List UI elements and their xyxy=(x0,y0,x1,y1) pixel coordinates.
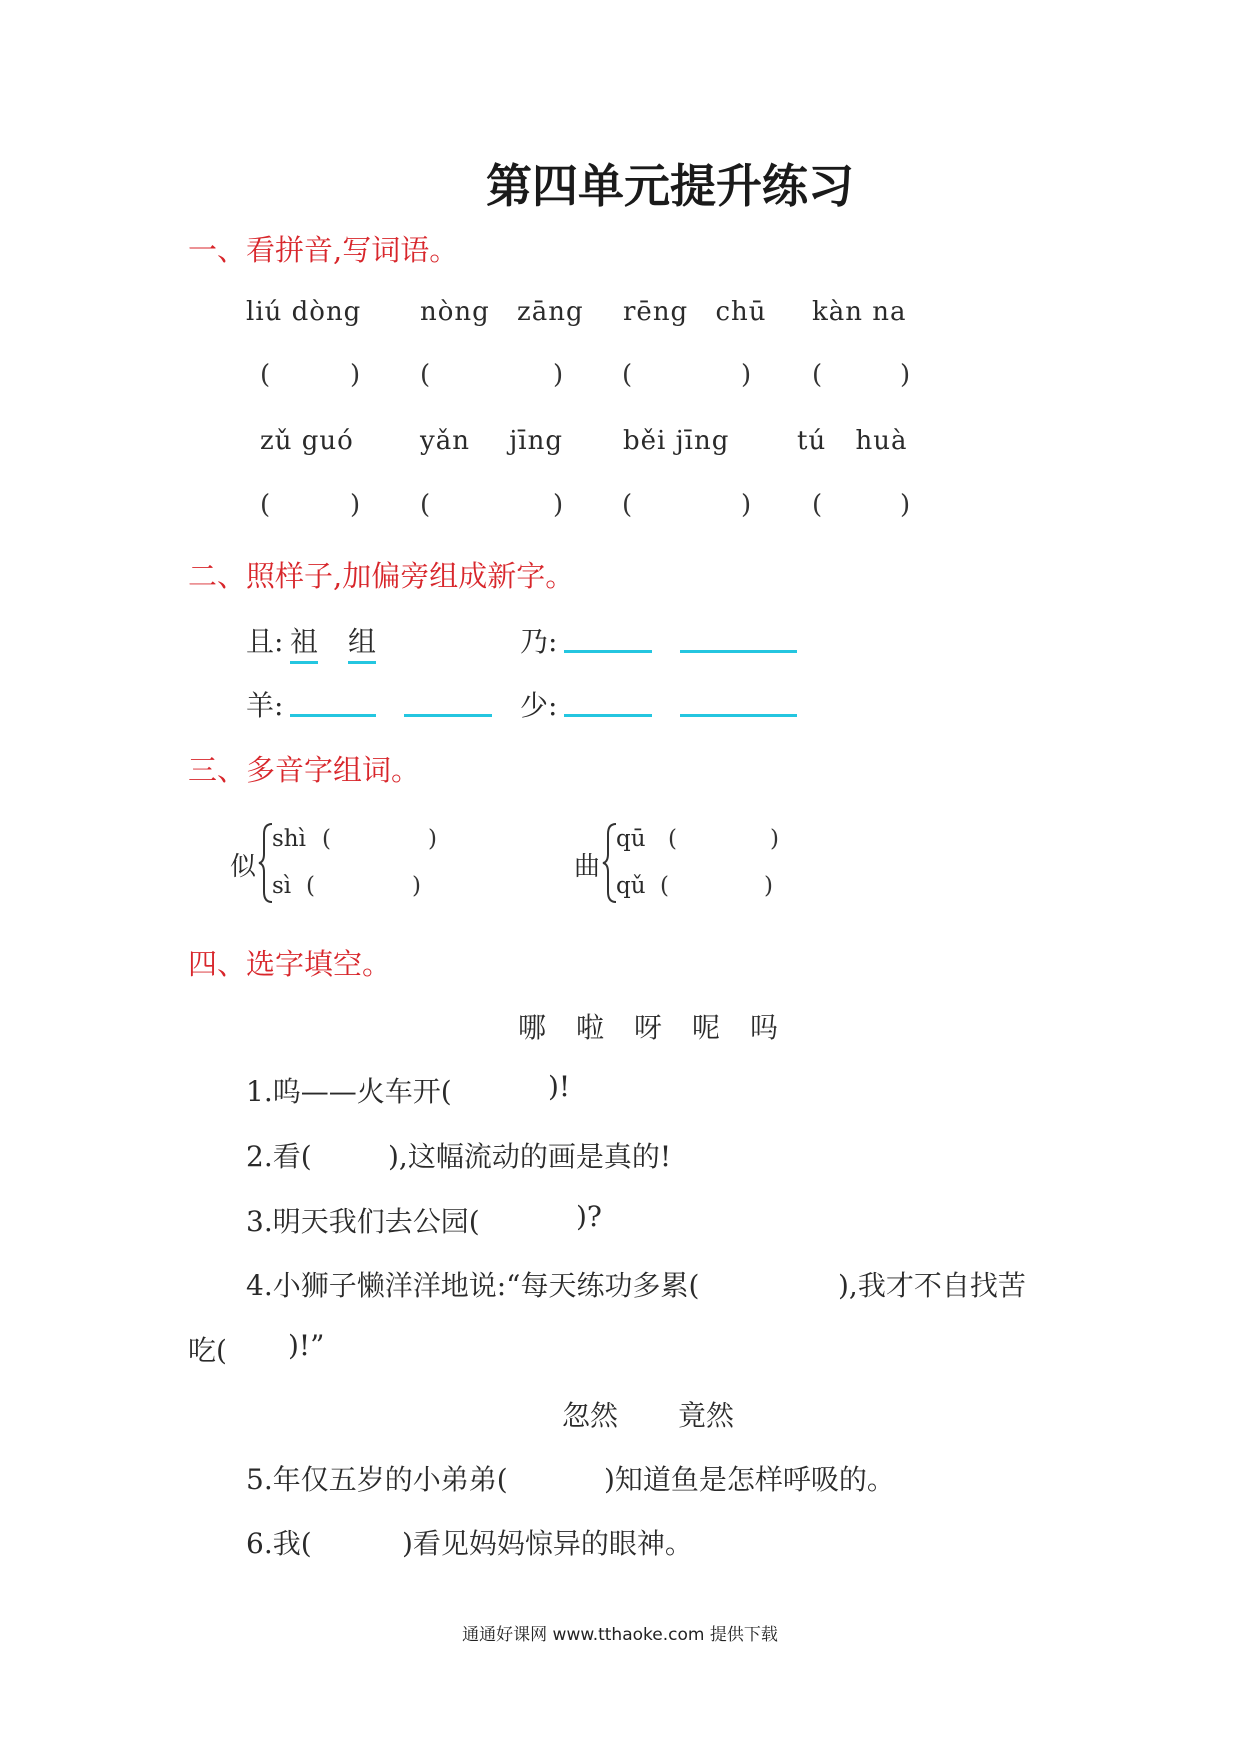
answer-blank-open: ( xyxy=(660,873,669,899)
radical-base-3: 羊: xyxy=(246,689,284,722)
answer-blank-close: ) xyxy=(741,360,752,390)
question-4-line2: 吃( xyxy=(188,1334,227,1367)
choice-word: 啦 xyxy=(576,1011,605,1044)
answer-blank-close: ) xyxy=(350,360,361,390)
footer-credit: 通通好课网 www.tthaoke.com 提供下载 xyxy=(462,1625,778,1645)
pinyin-1-3: rēng chū xyxy=(623,297,767,327)
answer-blank-close: ) xyxy=(770,826,779,852)
radical-base-2: 乃: xyxy=(520,625,558,658)
choice-word: 呢 xyxy=(692,1011,721,1044)
answer-blank-open: ( xyxy=(420,360,431,390)
polyphone-char-2: 曲 xyxy=(574,852,601,882)
pinyin-1-4: kàn na xyxy=(812,297,907,327)
answer-blank-close: ) xyxy=(412,873,421,899)
pinyin-2-2: yǎn jīng xyxy=(420,426,563,456)
answer-underline[interactable] xyxy=(680,620,797,653)
polyphone-reading-1b: sì xyxy=(272,873,292,899)
answer-blank-open: ( xyxy=(812,490,823,520)
question-1: 1.呜——火车开( xyxy=(246,1075,452,1108)
answer-blank-open: ( xyxy=(622,360,633,390)
pinyin-1-2: nòng zāng xyxy=(420,297,584,327)
pinyin-2-1: zǔ guó xyxy=(260,426,354,456)
question-6: 6.我( xyxy=(246,1527,312,1560)
question-5-end: )知道鱼是怎样呼吸的。 xyxy=(604,1463,895,1496)
answer-blank-open: ( xyxy=(260,490,271,520)
answer-blank-open: ( xyxy=(668,826,677,852)
radical-example-2: 组 xyxy=(348,620,376,664)
answer-blank-close: ) xyxy=(764,873,773,899)
choice-word: 忽然 xyxy=(562,1399,619,1432)
question-3-end: )? xyxy=(576,1200,602,1233)
section-3-heading: 三、多音字组词。 xyxy=(188,753,421,787)
answer-blank-close: ) xyxy=(428,826,437,852)
polyphone-char-1: 似 xyxy=(230,852,257,882)
answer-underline[interactable] xyxy=(290,684,376,717)
question-1-end: )! xyxy=(548,1070,571,1103)
answer-blank-close: ) xyxy=(553,490,564,520)
answer-underline[interactable] xyxy=(564,684,652,717)
radical-example-1: 祖 xyxy=(290,620,318,664)
polyphone-reading-2b: qǔ xyxy=(616,873,646,899)
choice-word: 吗 xyxy=(750,1011,779,1044)
pinyin-2-3: běi jīng xyxy=(623,426,730,456)
choice-word: 呀 xyxy=(634,1011,663,1044)
answer-underline[interactable] xyxy=(404,684,492,717)
polyphone-reading-2a: qū xyxy=(616,826,646,852)
choice-word: 哪 xyxy=(518,1011,547,1044)
choice-word: 竟然 xyxy=(678,1399,735,1432)
answer-underline[interactable] xyxy=(564,620,652,653)
section-1-heading: 一、看拼音,写词语。 xyxy=(188,233,459,267)
answer-blank-close: ) xyxy=(900,360,911,390)
radical-base-4: 少: xyxy=(520,689,558,722)
answer-blank-open: ( xyxy=(260,360,271,390)
question-4: 4.小狮子懒洋洋地说:“每天练功多累( xyxy=(246,1269,700,1302)
question-2-end: ),这幅流动的画是真的! xyxy=(388,1140,672,1173)
question-4-end: )!” xyxy=(288,1329,325,1362)
section-2-heading: 二、照样子,加偏旁组成新字。 xyxy=(188,559,575,593)
answer-blank-close: ) xyxy=(900,490,911,520)
answer-blank-close: ) xyxy=(350,490,361,520)
question-3: 3.明天我们去公园( xyxy=(246,1205,480,1238)
section-4-heading: 四、选字填空。 xyxy=(188,947,392,981)
polyphone-reading-1a: shì xyxy=(272,826,306,852)
pinyin-1-1: liú dòng xyxy=(246,297,362,327)
pinyin-2-4: tú huà xyxy=(797,426,908,456)
question-6-end: )看见妈妈惊异的眼神。 xyxy=(402,1527,693,1560)
answer-blank-open: ( xyxy=(322,826,331,852)
answer-underline[interactable] xyxy=(680,684,797,717)
answer-blank-close: ) xyxy=(741,490,752,520)
question-5: 5.年仅五岁的小弟弟( xyxy=(246,1463,508,1496)
radical-example-base: 且: xyxy=(246,625,284,658)
answer-blank-open: ( xyxy=(420,490,431,520)
answer-blank-open: ( xyxy=(306,873,315,899)
answer-blank-open: ( xyxy=(812,360,823,390)
page-title: 第四单元提升练习 xyxy=(486,159,854,213)
question-2: 2.看( xyxy=(246,1140,312,1173)
answer-blank-open: ( xyxy=(622,490,633,520)
answer-blank-close: ) xyxy=(553,360,564,390)
question-4-mid: ),我才不自找苦 xyxy=(838,1269,1026,1302)
